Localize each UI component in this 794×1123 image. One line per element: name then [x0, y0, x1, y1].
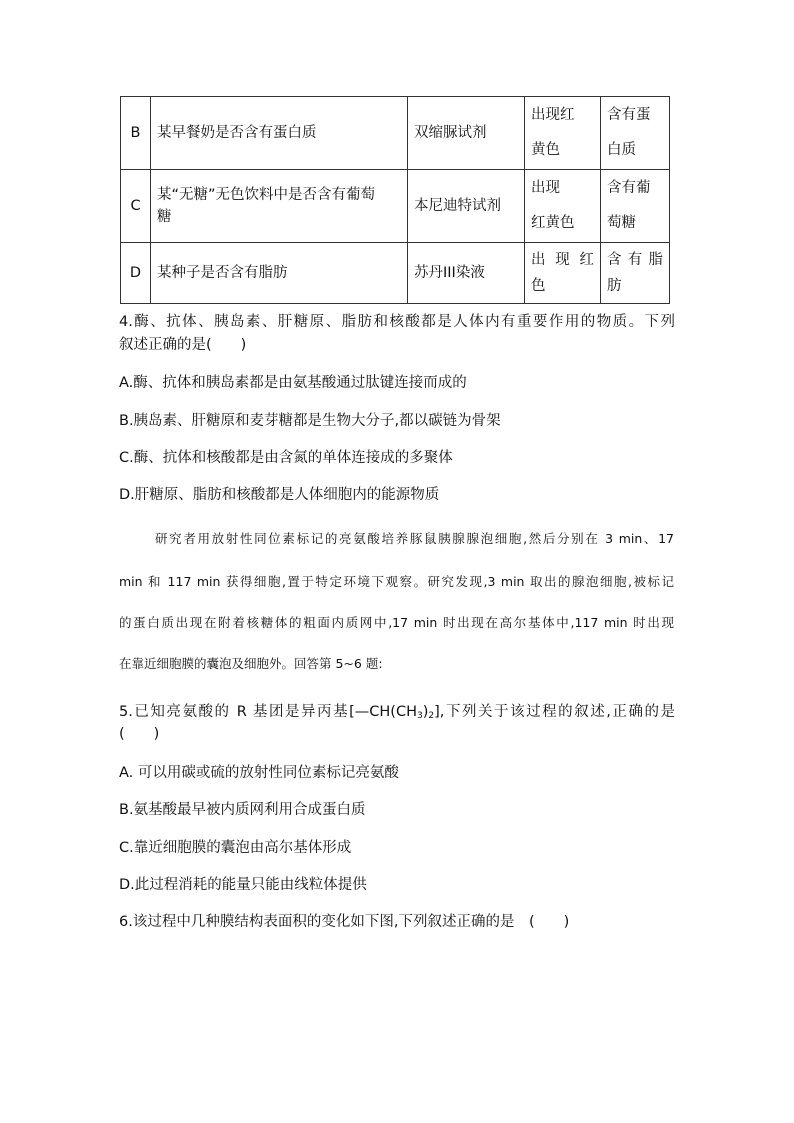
question-5-option-c: C.靠近细胞膜的囊泡由高尔基体形成 — [119, 840, 352, 856]
result-line-1: 出现红 — [531, 107, 575, 123]
test-object-cell — [151, 170, 408, 243]
question-5-stem — [119, 700, 675, 721]
question-6-stem: 6.该过程中几种膜结构表面积的变化如下图,下列叙述正确的是 ( ) — [119, 914, 570, 930]
result-cell — [525, 97, 601, 170]
subscript: 2 — [428, 711, 435, 721]
question-4-option-c: C.酶、抗体和核酸都是由含氮的单体连接成的多聚体 — [119, 450, 453, 466]
passage-line-2: min 和 117 min 获得细胞,置于特定环境下观察。研究发现,3 min 取出的腺泡细胞,被标记 — [119, 574, 674, 589]
subscript: 3 — [417, 711, 423, 721]
conclusion-line-1: 含有蛋 — [607, 107, 651, 123]
row-id-cell: D — [121, 243, 151, 304]
passage-line-3: 的蛋白质出现在附着核糖体的粗面内质网中,17 min 时出现在高尔基体中,117 min 时出现 — [119, 615, 674, 630]
row-id-cell: C — [121, 170, 151, 243]
q5-stem-part: ) — [422, 704, 429, 720]
reagent-cell: 苏丹III染液 — [408, 243, 525, 304]
passage-line-4: 在靠近细胞膜的囊泡及细胞外。回答第 5~6 题: — [119, 656, 383, 671]
question-5-option-b: B.氨基酸最早被内质网利用合成蛋白质 — [119, 802, 366, 818]
result-line-2: 黄色 — [531, 142, 560, 158]
result-cell — [525, 170, 601, 243]
result-line-1: 出 现 红 — [531, 252, 594, 268]
reagent-cell: 本尼迪特试剂 — [408, 170, 525, 243]
q5-stem-part: ],下列关于该过程的叙述,正确的是 — [434, 704, 676, 720]
question-4-stem-cont: 叙述正确的是( ) — [119, 337, 247, 353]
table-row — [121, 97, 670, 170]
test-object-cell: 某种子是否含有脂肪 — [151, 243, 408, 304]
result-line-2: 色 — [531, 278, 546, 294]
question-4-stem: 4.酶、抗体、胰岛素、肝糖原、脂肪和核酸都是人体内有重要作用的物质。下列 — [119, 314, 675, 330]
question-5-stem-cont: ( ) — [119, 726, 160, 742]
conclusion-line-2: 肪 — [607, 278, 622, 294]
conclusion-line-2: 萄糖 — [607, 215, 636, 231]
conclusion-cell — [601, 170, 670, 243]
result-line-1: 出现 — [531, 180, 560, 196]
reagent-cell: 双缩脲试剂 — [408, 97, 525, 170]
object-line-2: 糖 — [157, 209, 172, 225]
passage-line-1: 研究者用放射性同位素标记的亮氨酸培养豚鼠胰腺腺泡细胞,然后分别在 3 min、17 — [155, 531, 674, 546]
table-row — [121, 170, 670, 243]
question-4-option-a: A.酶、抗体和胰岛素都是由氨基酸通过肽键连接而成的 — [119, 375, 467, 391]
q5-stem-part: 5.已知亮氨酸的 R 基团是异丙基[—CH(CH — [119, 704, 417, 720]
conclusion-cell — [601, 97, 670, 170]
row-id-cell: B — [121, 97, 151, 170]
question-5-option-d: D.此过程消耗的能量只能由线粒体提供 — [119, 877, 367, 893]
conclusion-line-1: 含有葡 — [607, 180, 651, 196]
question-4-option-b: B.胰岛素、肝糖原和麦芽糖都是生物大分子,都以碳链为骨架 — [119, 413, 501, 429]
object-line-1: 某“无糖”无色饮料中是否含有葡萄 — [157, 187, 376, 203]
question-4-option-d: D.肝糖原、脂肪和核酸都是人体细胞内的能源物质 — [119, 487, 440, 503]
conclusion-line-1: 含 有 脂 — [607, 252, 663, 268]
experiment-table — [120, 96, 670, 304]
table-row — [121, 243, 670, 304]
question-5-option-a: A. 可以用碳或硫的放射性同位素标记亮氨酸 — [119, 765, 399, 781]
conclusion-cell — [601, 243, 670, 304]
result-line-2: 红黄色 — [531, 215, 575, 231]
test-object-cell: 某早餐奶是否含有蛋白质 — [151, 97, 408, 170]
result-cell — [525, 243, 601, 304]
conclusion-line-2: 白质 — [607, 142, 636, 158]
